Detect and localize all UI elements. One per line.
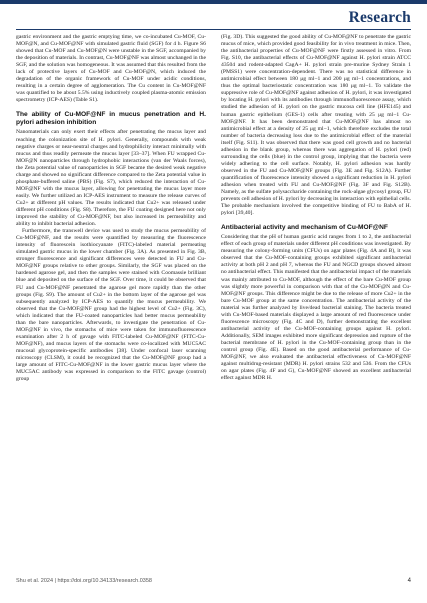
right-column — [221, 34, 411, 382]
paragraph: Considering that the pH of human gastric acid ranges from 1 to 2, the antibacterial effect of each group of materials under different pH conditions was investigated. By measuring the colony-forming units (CFUs) on agar plates (Fig. 4A and B), it was observed that the Cu-MOF-containing groups exhibited significant antibacterial activity at both pH 2 and pH 7, whereas the FU and NGCD groups showed almost no antibacterial effect. This manifested that the antibacterial impact of the materials was mainly attributed to Cu-MOF, although the effect of the bare Cu-MOF group was slightly more powerful in comparison with that of the Cu-MOF@N and Cu-MOF@NF groups. This difference might be due to the release of more Cu2+ in the bare Cu-MOF group at the same concentration. The antibacterial activity of the material was further analyzed by live/dead bacterial staining. The bacteria treated with Cu-MOF-based materials displayed a large amount of red fluorescence under fluorescence microscopy (Fig. 4C and D), further demonstrating the excellent antibacterial activity of the Cu-MOF-containing groups against H. pylori. Additionally, SEM images exhibited more significant depression and rupture of the bacterial membrane of H. pylori in the Cu-MOF-containing group than in the control group (Fig. 4E). Based on the good antibacterial performance of Cu-MOF@NF, we also evaluated the antibacterial effectiveness of Cu-MOF@NF against multidrug-resistant (MDR) H. pylori strains 532 and 536. From the CFUs on agar plates (Fig. 4F and G), Cu-MOF@NF showed an excellent antibacterial effect against MDR H. — [221, 234, 411, 382]
left-column — [16, 34, 206, 383]
paragraph: Nanomaterials can only exert their effects after penetrating the mucus layer and reaching the colonization site of H. pylori. Generally, compounds with weak negative charges or near-neutral charges and hydrophilicity interact minimally with mucus and thus readily permeate the mucus layer [33–37]. When FU wrapped Cu-MOF@N nanoparticles through hydrophobic interactions (van der Waals forces), the Zeta potential value of nanoparticles in SGF became the desired weak negative charge and showed no significant difference compared to the Zeta potential value in phosphate-buffered saline (PBS) (Fig. S7), which reduced the interaction of Cu-MOF@NF with the mucus layer, allowing for penetrating the mucus layer more easily. We further utilized an ICP-AES instrument to measure the release curves of Cu2+ at different pH values. The results indicated that Cu2+ was released under different pH conditions (Fig. S8). Therefore, the FU coating designed here not only improved the stability of Cu-MOF@NF, but also increased its permeability and ability to inhibit bacterial adhesion. — [16, 129, 206, 228]
paragraph: (Fig. 3D). This suggested the good ability of Cu-MOF@NF to penetrate the gastric mucus of mice, which provided good feasibility for in vivo treatment in mice. Then, the antibacterial properties of Cu-MOF@NF were firstly assessed in vitro. From Fig. S10, the antibacterial effects of Cu-MOF@NF against H. pylori strain ATCC 43504 and rodent-adapted CagA+ H. pylori strain pre-murine Sydney Strain 1 (PMSS1) were concentration-dependent. There was no statistical difference in antimicrobial effect between 180 μg ml−1 and 200 μg ml−1 concentrations, and thus the optimal bacteriostatic concentration was 180 μg ml−1. To validate the suppressive role of Cu-MOF@NF against adhesion of H. pylori, it was investigated by locating H. pylori with its antibodies through immunofluorescence assay, which studied the adhesion of H. pylori on the gastric mucosa cell line (HFE145) and human gastric epithelium (GES-1) cells after treating with 25 μg ml−1 Cu-MOF@NF. It has been demonstrated that Cu-MOF@NF has almost no antimicrobial effect at a density of 25 μg ml−1, which therefore excludes the total number of bacteria decreasing loss due to the antimicrobial effect of the material itself (Fig. S11). It was observed that there was good cell growth and no bacterial adhesion in the blank group, whereas there was aggregation of H. pylori (red) surrounding the cells (blue) in the control group, implying that the bacteria were widely adhering to the cell surface. Notably, H. pylori adhesion was hardly observed in the FU and Cu-MOF@NF groups (Fig. 3E and Fig. S12A). Further quantification of fluorescence intensity showed a significant reduction in H. pylori adhesion when treated with FU and Cu-MOF@NF (Fig. 3F and Fig. S12B). Namely, as the sulfate polysaccharide containing the rock-algae glycosyl group, FU prevents cell adhesion of H. pylori by decreasing its interaction with epithelial cells. The probable mechanism involved the competitive binding of FU to BabA of H. pylori [39,40]. — [221, 34, 411, 217]
section-heading: The ability of Cu-MOF@NF in mucus penetration and H. pylori adhesion inhibition — [16, 111, 206, 127]
paragraph: Furthermore, the transwell device was used to study the mucus permeability of Cu-MOF@NF, and the results were quantified by measuring the fluorescence intensity of fluorescein isothiocyanate (FITC)-labeled material permeating simulated gastric mucus in the lower chamber (Fig. 3A). As presented in Fig. 3B, stronger fluorescence and significant differences were detected in FU and Cu-MOF@NF groups relative to other groups. Similarly, the SGF was placed on the hardened agarose gel, and then the samples were stained with Coomassie brilliant blue and deposited on the surface of the SGF. Over time, it could be observed that FU and Cu-MOF@NF penetrated the agarose gel more rapidly than the other groups (Fig. S9). The amount of Cu2+ in the bottom layer of the agarose gel was subsequently analyzed by ICP-AES to quantify the mucus permeability. We observed that the Cu-MOF@NF group had the highest level of Cu2+ (Fig. 3C), which indicated that the FU-coated nanoparticles had better mucus permeability than the bare nanoparticles. Afterwards, to investigate the penetration of Cu-MOF@NF in vivo, the stomachs of mice were taken for immunofluorescence examination after 2 h of gavage with FITC-labeled Cu-MOF@NF (FITC-Cu-MOF@NF), and mucus layers of the stomachs were co-localized with MUC5AC mucosal glycoprotein-specific antibodies [38]. Under confocal laser scanning microscopy (CLSM), it could be recognized that the Cu-MOF@NF group had a large amount of FITC-Cu-MOF@NF in the lower gastric mucus layer where the MUC5AC antibody was expressed in comparison to the FITC gavage (control) group — [16, 228, 206, 383]
journal-title: Research — [348, 9, 411, 26]
citation-link[interactable]: Shu et al. 2024 | https://doi.org/10.34133/research.0358 — [16, 578, 152, 584]
page-number: 4 — [407, 578, 411, 584]
page-footer — [16, 578, 411, 590]
section-heading: Antibacterial activity and mechanism of Cu-MOF@NF — [221, 224, 388, 232]
paragraph: gastric environment and the gastric emptying time, we co-incubated Cu-MOF, Cu-MOF@N, and Cu-MOF@NF with simulated gastric fluid (SGF) for 4 h. Figure S6 showed that Cu-MOF and Cu-MOF@N were unstable in the SGF, accompanied by the deposition of materials. In contrast, Cu-MOF@NF was almost unchanged in the SGF, and the solution was homogeneous. It was assumed that this resulted from the lack of protective layers of Cu-MOF and Cu-MOF@N, which induced the degradation of the organic framework of Cu-MOF under acidic conditions, resulting in a certain degree of agglomeration. The Cu content in Cu-MOF@NF was quantified to be about 5.5% using inductively coupled plasma-atomic emission spectrometry (ICP-AES) (Table S1). — [16, 34, 206, 104]
top-accent-bar — [0, 0, 427, 4]
header-rule — [16, 29, 411, 30]
